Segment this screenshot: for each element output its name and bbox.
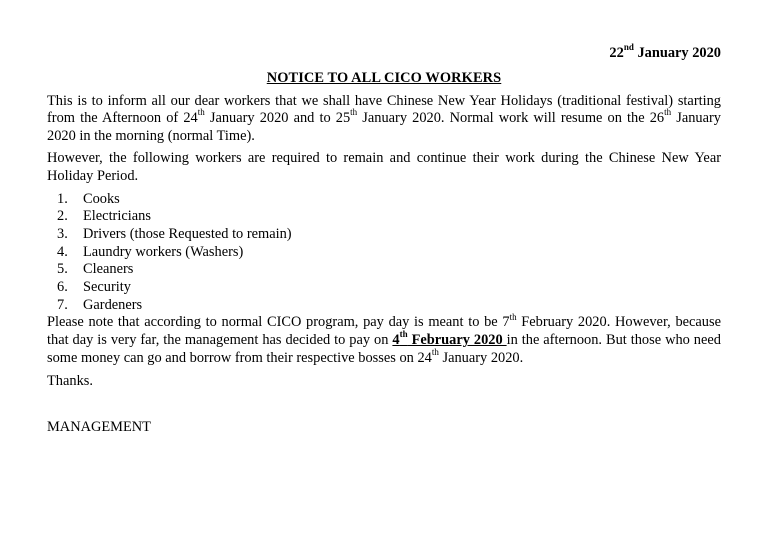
date-day: 22 [609,45,624,61]
pay-date-rest: February 2020 [407,331,507,348]
list-item [47,226,721,244]
pay-suffix-3: th [431,346,439,357]
date-month-year: January 2020 [637,45,721,61]
pay-date-highlight [392,329,507,348]
holiday-workers-paragraph: However, the following workers are required to remain and continue their work during the Chinese New Year Holiday Period. [47,150,721,184]
thanks-line: Thanks. [47,373,93,390]
notice-document [47,42,722,436]
notice-date [47,42,721,67]
workers-list [47,191,721,315]
list-item-label: Security [83,279,131,295]
pay-text-3: in the afternoon. But those who need some money can go and borrow from their respective bosses on 24 [47,331,721,366]
list-item-label: Laundry workers (Washers) [83,243,244,260]
signature-management: MANAGEMENT [47,418,151,435]
pay-text-4: January 2020. [438,349,524,366]
pay-suffix-1: th [509,311,517,322]
pay-day-paragraph [47,311,721,367]
list-item-number: 2. [57,208,68,225]
list-item-label: Electricians [83,208,151,225]
intro-paragraph [47,93,721,146]
pay-date-day: 4 [392,331,400,348]
list-item [47,191,721,209]
list-item-label: Gardeners [83,296,143,313]
intro-text-3: January 2020. Normal work will resume on the 26 [357,110,665,127]
date-day-suffix: nd [623,42,634,53]
list-item-label: Cooks [83,190,120,207]
intro-text-4: January 2020 in the morning (normal Time). [47,110,722,144]
list-item [47,261,721,279]
list-item-label: Cleaners [83,261,134,278]
list-item [47,244,721,262]
intro-suffix-2: th [350,107,358,118]
list-item [47,279,721,297]
intro-suffix-3: th [664,107,672,118]
intro-text-1: This is to inform all our dear workers that we shall have Chinese New Year Holidays (traditional festival) starting from the Afternoon of 24 [47,92,721,127]
list-item-label: Drivers (those Requested to remain) [83,225,292,242]
list-item-number: 5. [57,261,68,278]
pay-text-1: Please note that according to normal CICO program, pay day is meant to be 7 [47,314,510,331]
notice-title: NOTICE TO ALL CICO WORKERS [266,70,502,86]
list-item [47,208,721,226]
intro-suffix-1: th [197,107,205,118]
list-item [47,297,721,315]
pay-text-2: February 2020. However, because that day is very far, the management has decided to pay on [47,314,721,348]
list-item-number: 1. [57,190,68,207]
list-item-number: 3. [57,225,68,242]
list-item-number: 7. [57,296,68,313]
pay-date-suffix: th [399,329,408,340]
list-item-number: 6. [57,279,68,295]
intro-text-2: January 2020 and to 25 [204,110,351,127]
list-item-number: 4. [57,243,68,260]
